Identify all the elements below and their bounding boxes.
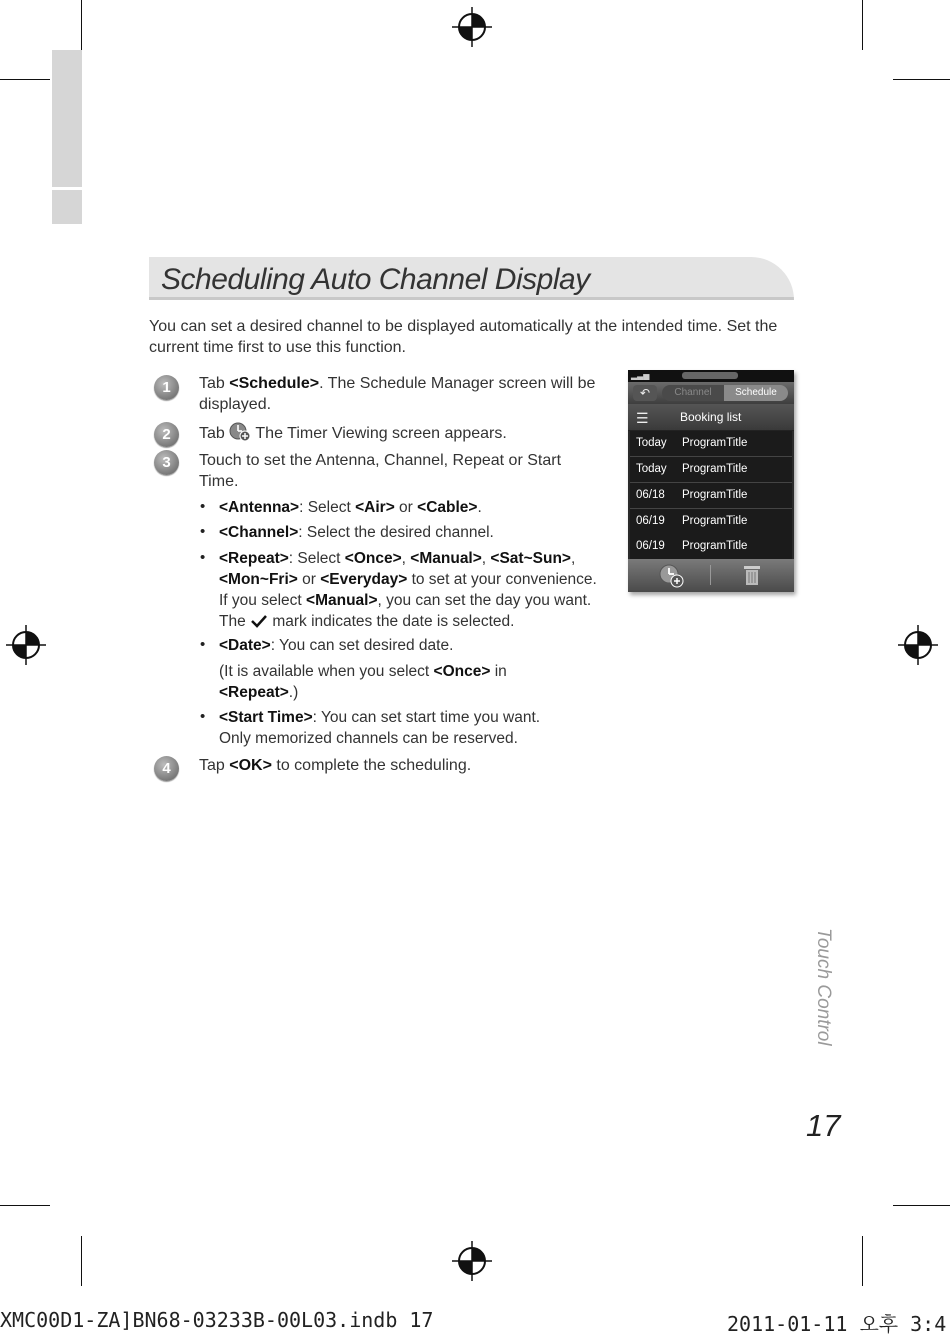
crop-mark xyxy=(81,0,82,50)
list-item[interactable]: Today ProgramTitle xyxy=(630,431,792,457)
crop-mark xyxy=(0,79,50,80)
page-number: 17 xyxy=(806,1108,841,1143)
step-number: 3 xyxy=(154,450,179,475)
crop-mark xyxy=(0,1205,50,1206)
list-item[interactable]: 06/19 ProgramTitle xyxy=(630,534,792,560)
section-tab-marker xyxy=(52,50,82,187)
section-side-label: Touch Control xyxy=(813,928,834,1046)
bullet-dot: • xyxy=(200,498,206,515)
timer-add-icon xyxy=(229,422,251,442)
booking-list-header xyxy=(628,404,794,431)
bullet-start-time: <Start Time>: You can set start time you want. Only memorized channels can be reserved. xyxy=(219,709,541,747)
crop-mark xyxy=(893,79,950,80)
list-item[interactable]: 06/18 ProgramTitle xyxy=(630,483,792,509)
title-band xyxy=(149,257,794,300)
step-4-text: Tap <OK> to complete the scheduling. xyxy=(199,757,472,774)
tab-bar xyxy=(628,382,794,404)
check-mark-icon xyxy=(250,614,268,628)
bullet-channel: <Channel>: Select the desired channel. xyxy=(219,524,494,541)
bottom-toolbar xyxy=(628,559,794,592)
list-item[interactable]: 06/19 ProgramTitle xyxy=(630,509,792,535)
toolbar-divider xyxy=(710,565,711,585)
registration-mark-icon xyxy=(898,625,938,665)
trash-icon[interactable] xyxy=(743,564,761,586)
crop-mark xyxy=(862,0,863,50)
booking-list-label: Booking list xyxy=(680,410,742,424)
back-icon[interactable]: ↶ xyxy=(633,385,657,401)
signal-icon: ▂▃▅ xyxy=(631,371,650,380)
registration-mark-icon xyxy=(452,7,492,47)
step-number: 1 xyxy=(154,375,179,400)
bullet-antenna: <Antenna>: Select <Air> or <Cable>. xyxy=(219,499,482,516)
bullet-dot: • xyxy=(200,523,206,540)
footer-timestamp: 2011-01-11 오후 3:4 xyxy=(727,1312,947,1336)
intro-paragraph: You can set a desired channel to be displayed automatically at the intended time. Set the current time first to use this function. xyxy=(149,318,778,356)
section-tab-marker xyxy=(52,190,82,224)
status-bar xyxy=(628,370,794,382)
bullet-dot: • xyxy=(200,636,206,653)
step-1-text: Tab <Schedule>. The Schedule Manager screen will be displayed. xyxy=(199,375,596,413)
list-item[interactable]: Today ProgramTitle xyxy=(630,457,792,483)
bullet-dot: • xyxy=(200,549,206,566)
bullet-dot: • xyxy=(200,708,206,725)
tab-schedule[interactable]: Schedule xyxy=(724,385,788,401)
step-3-text: Touch to set the Antenna, Channel, Repeat or Start Time. xyxy=(199,452,562,490)
registration-mark-icon xyxy=(6,625,46,665)
tab-channel[interactable]: Channel xyxy=(662,385,724,401)
repeat-line-1: <Repeat>: Select <Once>, <Manual>, <Sat~Sun>, xyxy=(219,550,576,567)
repeat-line-2: <Mon~Fri> or <Everyday> to set at your convenience. xyxy=(219,571,597,588)
crop-mark xyxy=(81,1236,82,1286)
phone-screenshot xyxy=(628,370,794,592)
crop-mark xyxy=(893,1205,950,1206)
repeat-line-4: The mark indicates the date is selected. xyxy=(219,613,515,630)
timer-add-icon[interactable] xyxy=(658,564,684,588)
list-icon[interactable]: ☰ xyxy=(636,410,649,426)
footer-file-slug: XMC00D1-ZA]BN68-03233B-00L03.indb 17 xyxy=(0,1308,434,1332)
registration-mark-icon xyxy=(452,1241,492,1281)
bullet-repeat xyxy=(219,548,619,632)
battery-icon xyxy=(682,372,738,379)
step-number: 4 xyxy=(154,756,179,781)
bullet-date: <Date>: You can set desired date. (It is available when you select <Once> in <Repeat>.) xyxy=(219,637,507,701)
repeat-line-3: If you select <Manual>, you can set the day you want. xyxy=(219,592,592,609)
step-number: 2 xyxy=(154,422,179,447)
step-2-text: Tab The Timer Viewing screen appears. xyxy=(199,422,609,444)
page-title: Scheduling Auto Channel Display xyxy=(161,263,590,296)
crop-mark xyxy=(862,1236,863,1286)
